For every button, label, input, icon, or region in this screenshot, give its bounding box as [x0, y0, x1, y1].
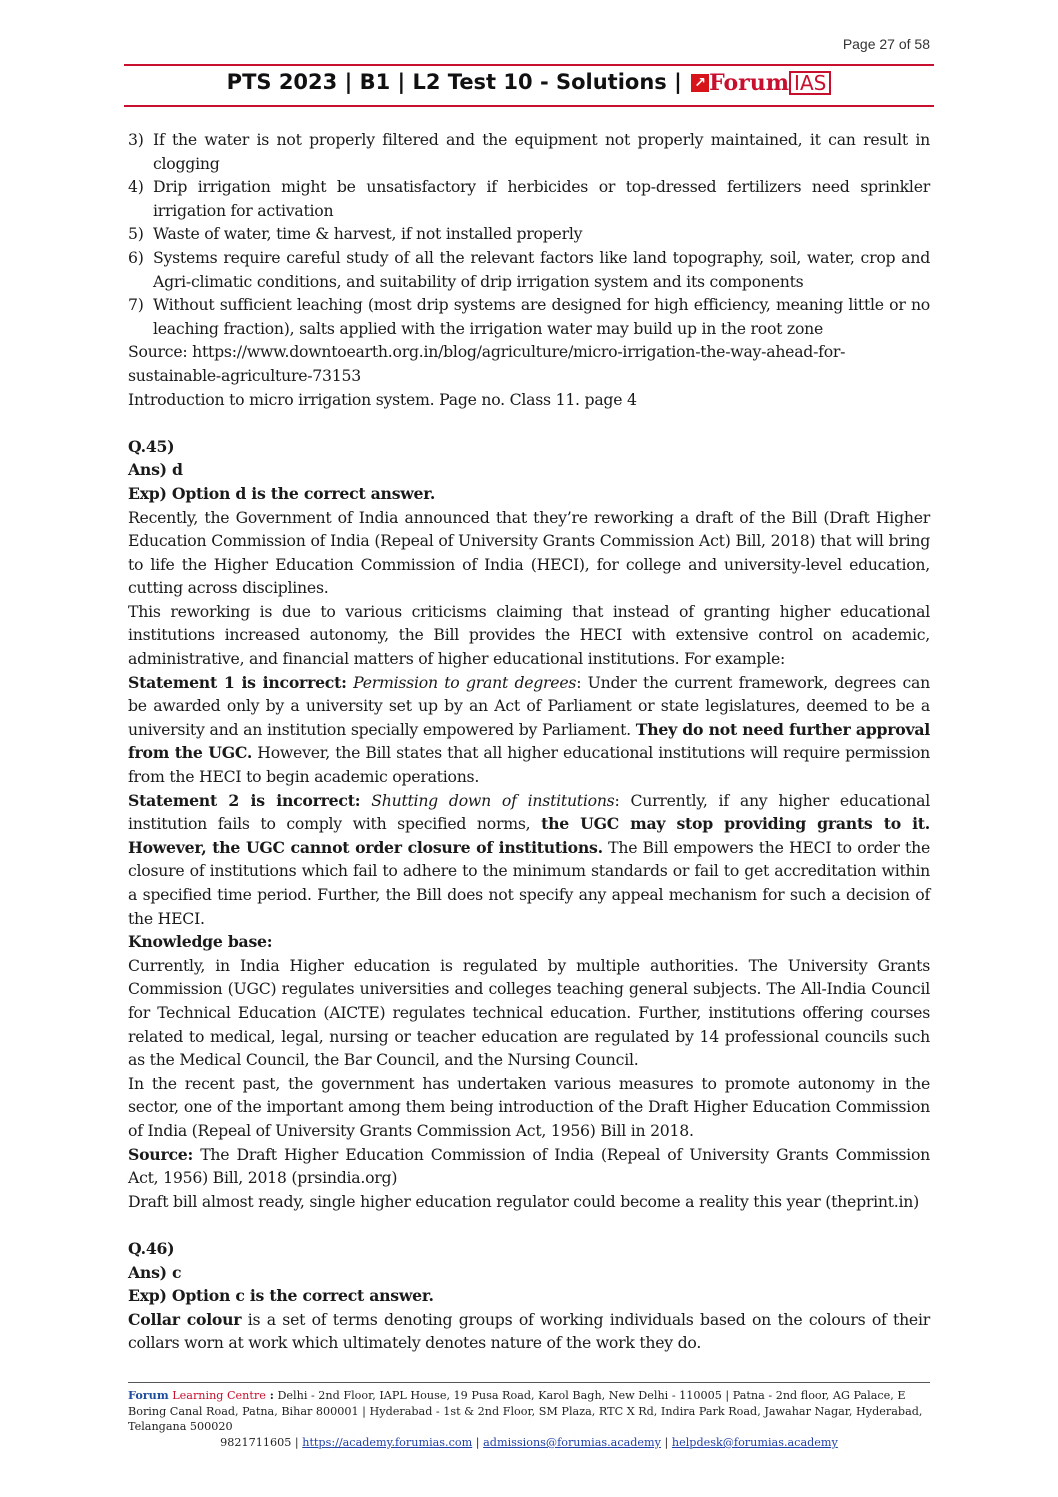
list-item: 4) Drip irrigation might be unsatisfactory if herbicides or top-dressed fertilizers need sprinkler irrigation for activation	[128, 177, 930, 220]
source-line-2: Draft bill almost ready, single higher education regulator could become a reality this year (theprint.in)	[128, 1191, 920, 1211]
page-header	[124, 70, 934, 96]
statement-1: Statement 1 is incorrect: Permission to grant degrees: Under the current framework, degrees can be awarded only by a university set up by an Act of Parliament or state legislatures, deemed to be a university and an institution specially empowered by Parliament. They do not need further approval from the UGC. However, the Bill states that all higher educational institutions will require permission from the HECI to begin academic operations.	[128, 672, 931, 787]
academy-link[interactable]: https://academy.forumias.com	[302, 1435, 473, 1449]
logo-ias-text: IAS	[789, 71, 831, 95]
question-number: Q.45)	[128, 436, 175, 456]
page-content	[128, 128, 930, 1355]
paragraph: Collar colour is a set of terms denoting groups of working individuals based on the colours of their collars worn at work which ultimately denotes nature of the work they do.	[128, 1309, 930, 1353]
paragraph: Currently, in India Higher education is regulated by multiple authorities. The University Grants Commission (UGC) regulates universities and colleges teaching general subjects. The All-India Council for Technical Education (AICTE) regulates technical education. Further, institutions offering courses related to medical, legal, nursing or teacher education are regulated by 14 professional councils such as the Medical Council, the Bar Council, and the Nursing Council.	[128, 955, 930, 1070]
header-rule-top	[124, 64, 934, 66]
paragraph: In the recent past, the government has undertaken various measures to promote autonomy in the sector, one of the important among them being introduction of the Draft Higher Education Commission of India (Repeal of University Grants Commission Act, 1956) Bill in 2018.	[128, 1073, 930, 1140]
arrow-icon: ↗	[691, 74, 709, 92]
statement-2: Statement 2 is incorrect: Shutting down of institutions: Currently, if any higher educational institution fails to comply with specified norms, the UGC may stop providing grants to it. However, the UGC cannot order closure of institutions. The Bill empowers the HECI to order the closure of institutions which fail to adhere to the minimum standards or fail to get accreditation within a specified time period. Further, the Bill does not specify any appeal mechanism for such a decision of the HECI.	[128, 790, 930, 928]
source-line: Source: The Draft Higher Education Commission of India (Repeal of University Grants Commission Act, 1956) Bill, 2018 (prsindia.org)	[128, 1144, 930, 1188]
admissions-email-link[interactable]: admissions@forumias.academy	[483, 1435, 661, 1449]
footer-address: Forum Learning Centre : Delhi - 2nd Floor, IAPL House, 19 Pusa Road, Karol Bagh, New Delhi - 110005 | Patna - 2nd floor, AG Palace, E Boring Canal Road, Patna, Bihar 800001 | Hyderabad - 1st & 2nd Floor, SM Plaza, RTC X Rd, Indira Park Road, Jawahar Nagar, Hyderabad, Telangana 500020	[128, 1388, 923, 1434]
paragraph: This reworking is due to various criticisms claiming that instead of granting higher educational institutions increased autonomy, the Bill provides the HECI with extensive control on academic, administrative, and financial matters of higher educational institutions. For example:	[128, 601, 930, 669]
source-line: Source: https://www.downtoearth.org.in/blog/agriculture/micro-irrigation-the-way-ahead-for-sustainable-agriculture-73153	[128, 342, 846, 385]
list-item: 7) Without sufficient leaching (most drip systems are designed for high efficiency, meaning little or no leaching fraction), salts applied with the irrigation water may build up in the root zone	[128, 295, 930, 338]
list-item: 6) Systems require careful study of all the relevant factors like land topography, soil, water, crop and Agri-climatic conditions, and suitability of drip irrigation system and its components	[128, 247, 930, 291]
header-rule-bottom	[124, 105, 934, 107]
source-line-2: Introduction to micro irrigation system. Page no. Class 11. page 4	[128, 389, 637, 409]
page-number: Page 27 of 58	[842, 36, 930, 52]
answer-label: Ans) d	[128, 460, 183, 480]
explanation-heading: Exp) Option d is the correct answer.	[128, 483, 436, 503]
explanation-heading: Exp) Option c is the correct answer.	[128, 1286, 434, 1306]
disadvantages-list	[128, 128, 930, 340]
knowledge-base-heading: Knowledge base:	[128, 932, 273, 952]
forumias-logo	[691, 70, 831, 96]
header-title: PTS 2023 | B1 | L2 Test 10 - Solutions |	[226, 70, 682, 94]
list-item: 3) If the water is not properly filtered and the equipment not properly maintained, it can result in clogging	[128, 130, 930, 173]
paragraph: Recently, the Government of India announced that they’re reworking a draft of the Bill (Draft Higher Education Commission of India (Repeal of University Grants Commission Act) Bill, 2018) that will bring to life the Higher Education Commission of India (HECI), for college and university-level education, cutting across disciplines.	[128, 507, 930, 598]
logo-forum-text: Forum	[709, 70, 790, 96]
helpdesk-email-link[interactable]: helpdesk@forumias.academy	[671, 1435, 838, 1449]
question-number: Q.46)	[128, 1238, 175, 1258]
list-item: 5) Waste of water, time & harvest, if not installed properly	[128, 224, 583, 244]
footer-contacts: 9821711605 | https://academy.forumias.com | admissions@forumias.academy | helpdesk@forumias.academy	[220, 1435, 838, 1449]
page-footer	[128, 1382, 930, 1450]
answer-label: Ans) c	[128, 1262, 182, 1282]
